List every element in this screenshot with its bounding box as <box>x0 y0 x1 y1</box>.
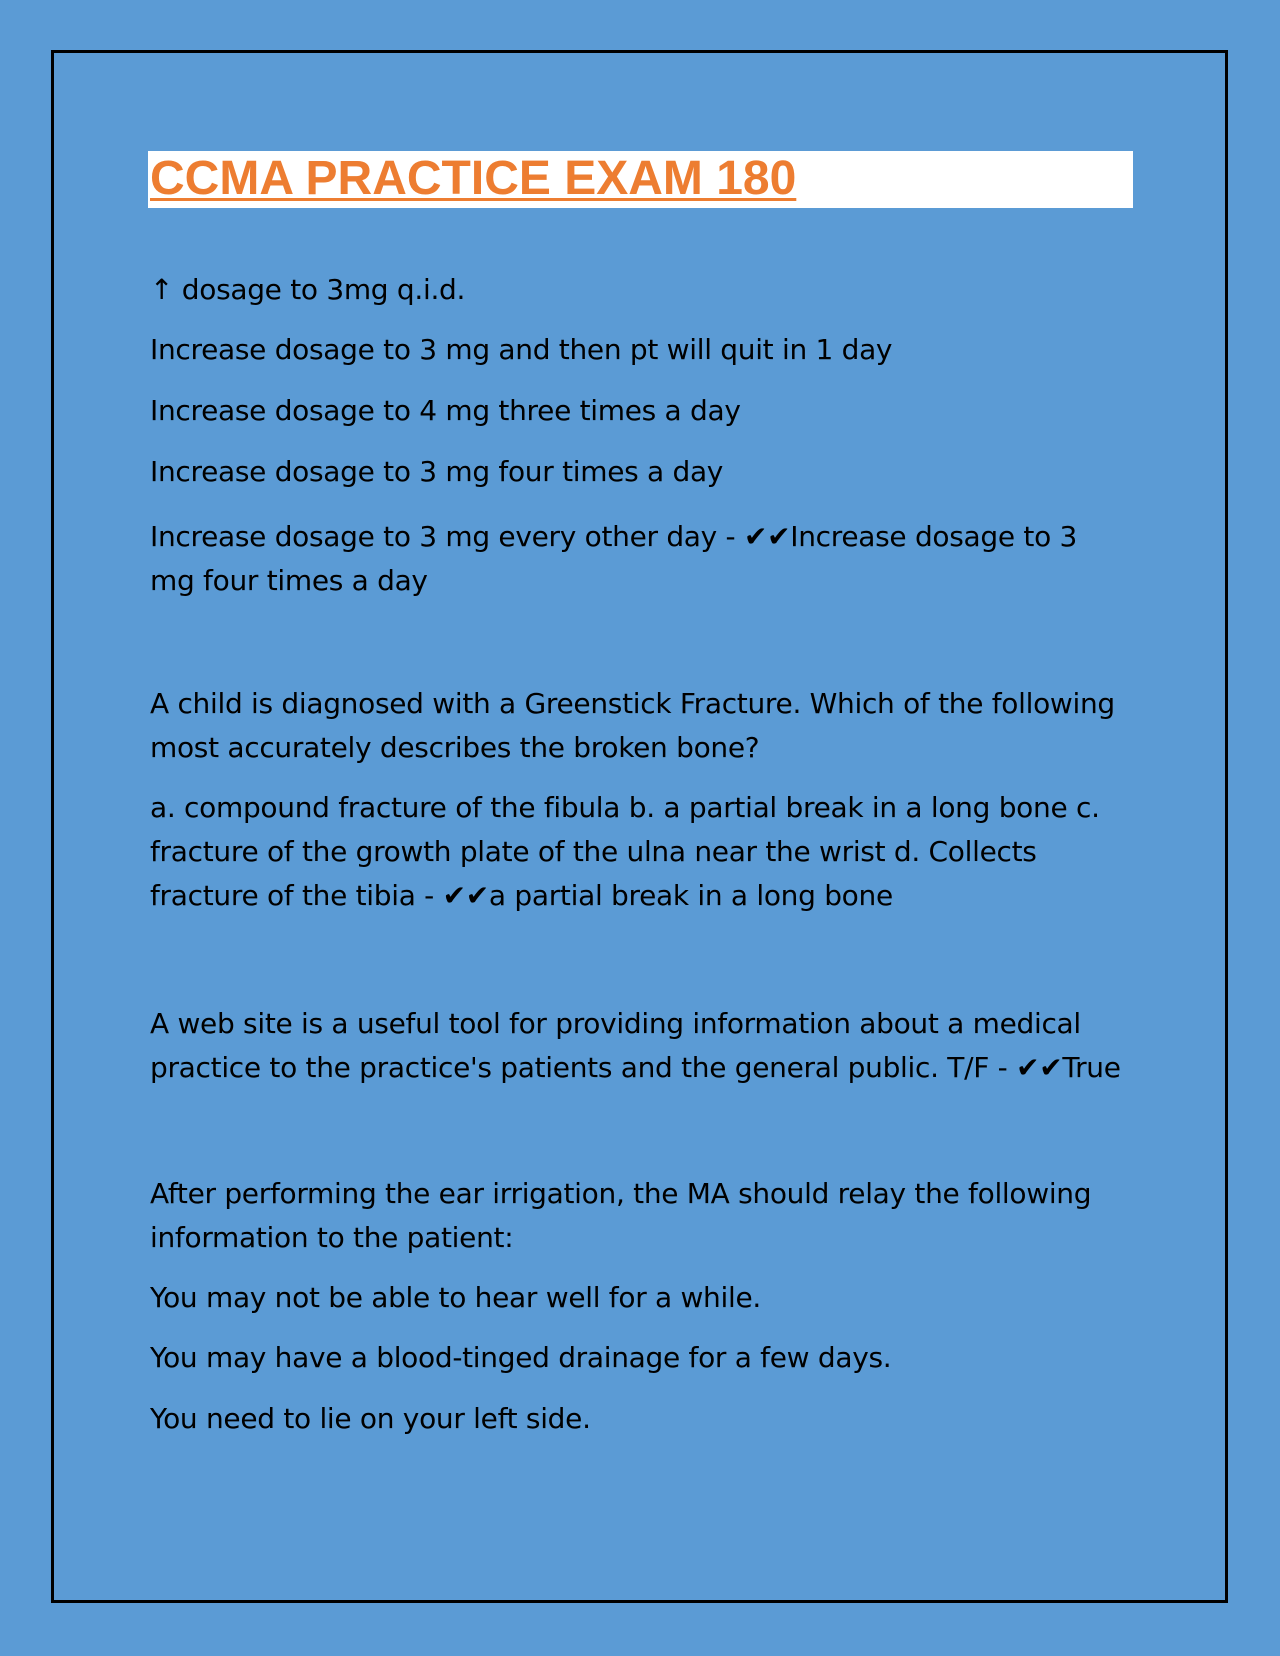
question-3-stem-and-answer <box>150 1002 1130 1090</box>
question-4-line-1: You may not be able to hear well for a while. <box>150 1281 761 1314</box>
question-2-answer: a partial break in a long bone <box>488 879 893 912</box>
question-4-stem: After performing the ear irrigation, the MA should relay the following information to the patient: <box>150 1177 1092 1254</box>
question-1-option-a: Increase dosage to 3 mg and then pt will quit in 1 day <box>150 333 893 366</box>
question-3-stem: A web site is a useful tool for providing information about a medical practice to the practice's patients and the general public. T/F - <box>150 1007 1081 1084</box>
question-2-options: a. compound fracture of the fibula b. a partial break in a long bone c. fracture of the growth plate of the ulna near the wrist d. Collects fracture of the tibia - <box>150 791 1100 912</box>
question-2-stem: A child is diagnosed with a Greenstick Fracture. Which of the following most accurately describes the broken bone? <box>150 687 1115 764</box>
question-1-option-c: Increase dosage to 3 mg four times a day <box>150 455 724 488</box>
question-1-answer: Increase dosage to 3 mg four times a day <box>150 520 1078 597</box>
question-1-stem: ↑ dosage to 3mg q.i.d. <box>150 273 466 306</box>
question-4-line-2: You may have a blood-tinged drainage for a few days. <box>150 1341 892 1374</box>
question-2-options-and-answer <box>150 786 1130 918</box>
question-3-answer: True <box>1062 1051 1121 1084</box>
page-title: CCMA PRACTICE EXAM 180 <box>150 152 797 205</box>
checkmark-icon: ✔✔ <box>743 520 791 553</box>
checkmark-icon: ✔✔ <box>442 879 489 912</box>
checkmark-icon: ✔✔ <box>1016 1051 1063 1084</box>
question-1-option-d-and-answer <box>150 515 1130 603</box>
question-1-option-b: Increase dosage to 4 mg three times a day <box>150 394 741 427</box>
question-4-line-3: You need to lie on your left side. <box>150 1402 591 1435</box>
question-1-option-d: Increase dosage to 3 mg every other day - <box>150 520 744 553</box>
